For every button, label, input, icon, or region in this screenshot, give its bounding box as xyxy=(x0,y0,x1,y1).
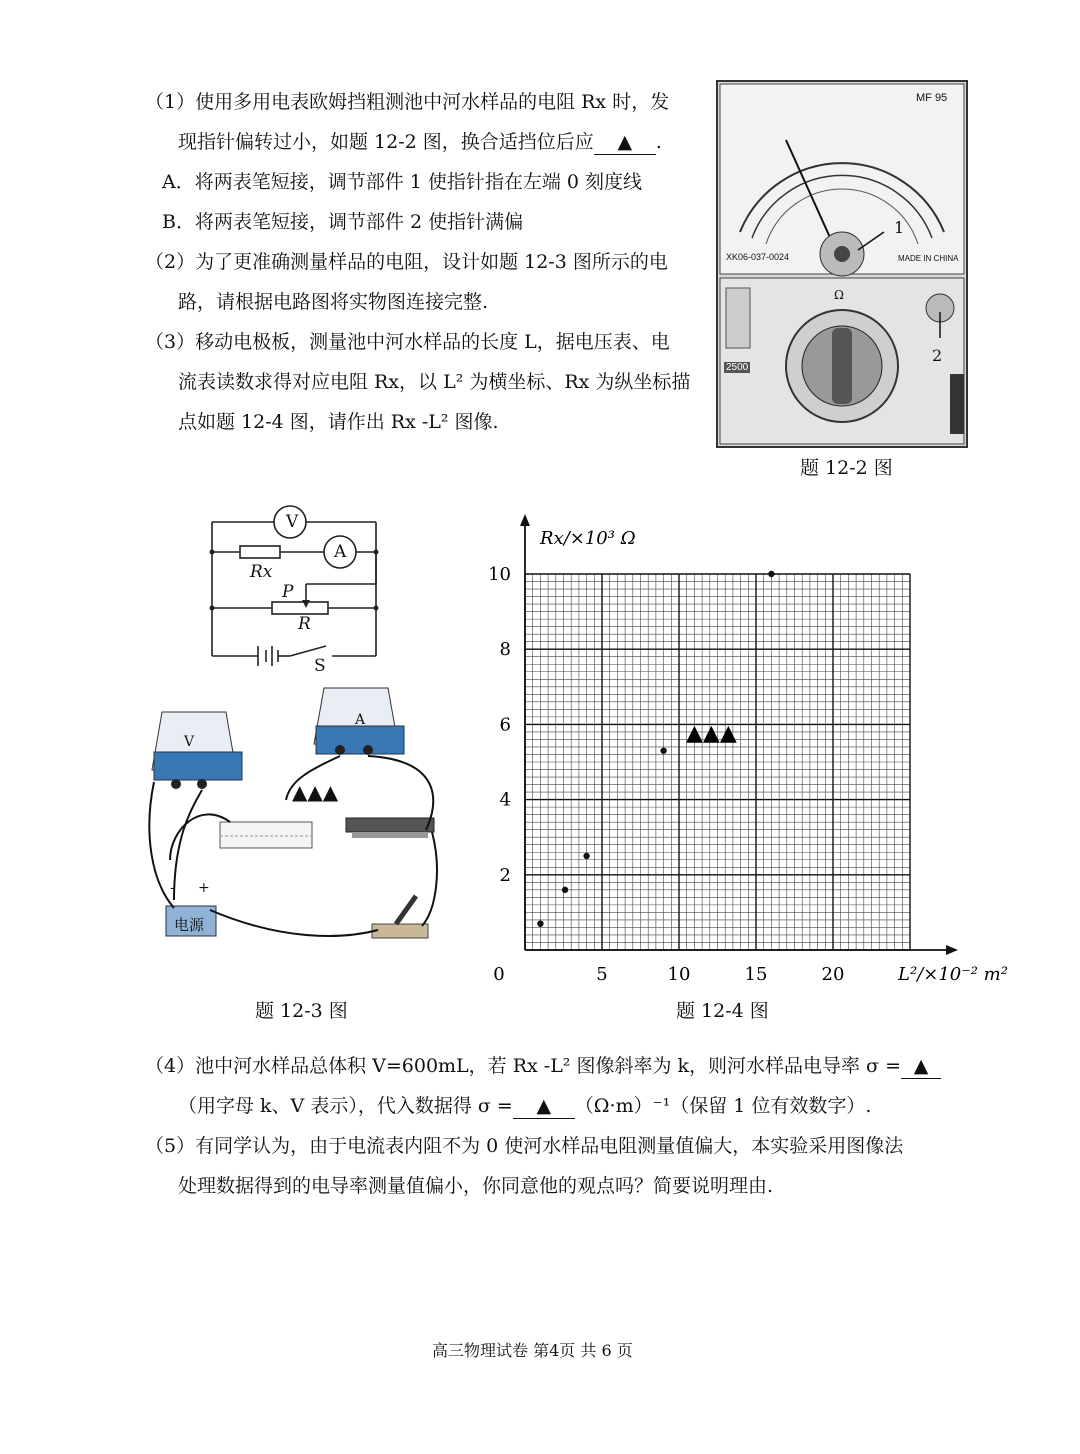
part-label-2: 2 xyxy=(932,346,943,365)
q1-line1: （1）使用多用电表欧姆挡粗测池中河水样品的电阻 Rx 时，发 xyxy=(145,91,670,113)
x-axis-label: L²/×10⁻² m² xyxy=(898,964,1008,985)
q3-line1: （3）移动电极板，测量池中河水样品的长度 L，据电压表、电 xyxy=(145,331,670,353)
x-tick-label: 20 xyxy=(821,964,845,985)
p-label: P xyxy=(282,582,294,602)
data-point xyxy=(562,887,568,893)
y-tick-label: 4 xyxy=(499,789,511,811)
q3-line3: 点如题 12-4 图，请作出 Rx -L² 图像. xyxy=(178,411,499,433)
q2-line2: 路，请根据电路图将实物图连接完整. xyxy=(178,291,489,313)
dial-ohm-label: Ω xyxy=(834,288,844,302)
multimeter-drawing xyxy=(718,82,966,446)
sigma-value-blank: ▲ xyxy=(513,1094,575,1119)
y-tick-label: 2 xyxy=(499,864,511,886)
option-b: B．将两表笔短接，调节部件 2 使指针满偏 xyxy=(162,211,524,233)
q3-line2: 流表读数求得对应电阻 Rx，以 L² 为横坐标、Rx 为纵坐标描 xyxy=(178,371,691,393)
voltmeter-face-label: V xyxy=(184,734,195,750)
x-tick-label: 0 xyxy=(493,964,505,985)
source-minus: - xyxy=(170,880,175,896)
q5-line2: 处理数据得到的电导率测量值偏小，你同意他的观点吗？简要说明理由. xyxy=(178,1175,774,1197)
q4-line1-text: （4）池中河水样品总体积 V=600mL，若 Rx -L² 图像斜率为 k，则河水样品电导率 σ = xyxy=(145,1055,901,1077)
sigma-expression-blank: ▲ xyxy=(901,1054,941,1079)
q4-line2-text-b: （Ω·m）⁻¹（保留 1 位有效数字）. xyxy=(574,1095,872,1117)
part-label-1: 1 xyxy=(894,218,905,237)
x-tick-label: 5 xyxy=(596,964,608,985)
page-footer: 高三物理试卷 第4页 共 6 页 xyxy=(432,1341,633,1360)
ammeter-face-label: A xyxy=(355,712,366,728)
y-axis-label: Rx/×10³ Ω xyxy=(540,528,636,549)
ammeter-symbol: A xyxy=(334,542,347,562)
x-tick-label: 10 xyxy=(667,964,691,985)
q4-line2-text-a: （用字母 k、V 表示），代入数据得 σ = xyxy=(178,1095,513,1117)
graph-answer-marks: ▲▲▲ xyxy=(686,721,737,746)
caption-12-2: 题 12-2 图 xyxy=(800,457,893,479)
x-tick-label: 15 xyxy=(744,964,768,985)
q2-line1: （2）为了更准确测量样品的电阻，设计如题 12-3 图所示的电 xyxy=(145,251,668,273)
s-label: S xyxy=(314,656,326,676)
y-tick-label: 8 xyxy=(499,639,511,661)
made-in: MADE IN CHINA xyxy=(898,254,959,263)
meter-model: MF 95 xyxy=(916,92,948,104)
q1-line2 xyxy=(178,130,662,155)
data-point xyxy=(583,853,589,859)
meter-code: XK06-037-0024 xyxy=(726,252,790,262)
x-axis-arrow xyxy=(946,945,958,955)
range-2500: 2500 xyxy=(726,362,749,373)
circuit-answer-marks: ▲▲▲ xyxy=(292,780,339,804)
q1-line2-text: 现指针偏转过小，如题 12-2 图，换合适挡位后应 xyxy=(178,131,594,153)
q4-line2 xyxy=(178,1094,871,1119)
source-plus: + xyxy=(198,880,210,896)
answer-blank: ▲ xyxy=(594,130,656,155)
power-source-label: 电源 xyxy=(174,916,205,934)
caption-12-4: 题 12-4 图 xyxy=(676,1000,769,1022)
caption-12-3: 题 12-3 图 xyxy=(255,1000,348,1022)
q5-line1: （5）有同学认为，由于电流表内阻不为 0 使河水样品电阻测量值偏大，本实验采用图像法 xyxy=(145,1135,904,1157)
r-label: R xyxy=(298,614,311,634)
rx-l2-graph xyxy=(480,510,1020,990)
y-axis-arrow xyxy=(520,514,530,526)
circuit-figure xyxy=(140,500,480,960)
rx-label: Rx xyxy=(250,562,273,582)
option-a: A．将两表笔短接，调节部件 1 使指针指在左端 0 刻度线 xyxy=(162,171,643,193)
data-point xyxy=(660,748,666,754)
multimeter-figure xyxy=(716,80,968,448)
q1-line2-end: . xyxy=(655,131,662,153)
q4-line1 xyxy=(145,1054,941,1079)
y-tick-label: 10 xyxy=(488,564,511,585)
data-point xyxy=(537,920,543,926)
voltmeter-symbol: V xyxy=(286,512,299,532)
data-point xyxy=(768,571,774,577)
y-tick-label: 6 xyxy=(499,714,511,736)
